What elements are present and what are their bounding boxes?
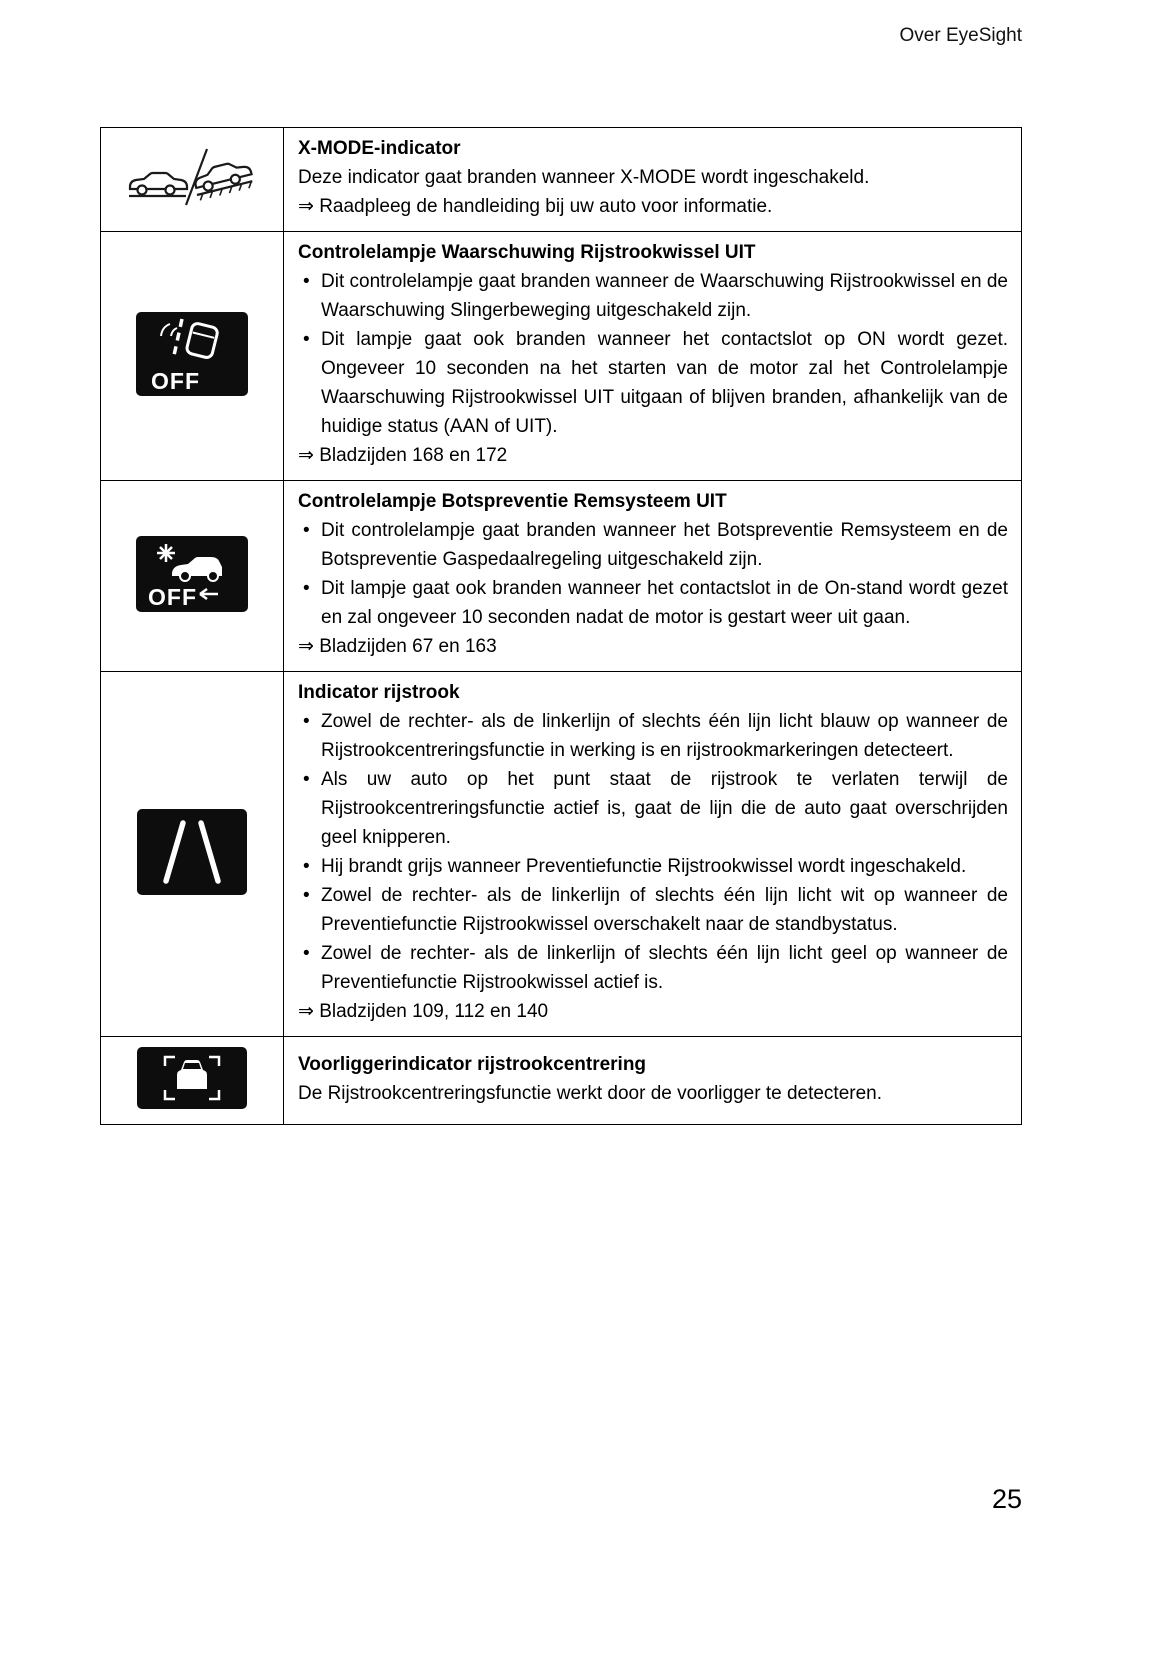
lead-vehicle-icon-cell [101, 1037, 284, 1125]
pre-collision-off-text-cell [284, 481, 1022, 672]
lane-indicator-text-cell [284, 672, 1022, 1037]
table-row-x-mode [101, 128, 1022, 232]
lane-departure-warning-off-icon [136, 312, 248, 396]
row-title: X-MODE-indicator [298, 138, 461, 159]
bullet-item: • Dit lampje gaat ook branden wanneer het contactslot in de On-stand wordt gezet en zal ongeveer 10 seconden nadat de motor is gestart weer uit gaan. [298, 574, 1008, 632]
bullet-item: • Zowel de rechter- als de linkerlijn of slechts één lijn licht wit op wanneer de Preventiefunctie Rijstrookwissel overschakelt naar de standbystatus. [298, 881, 1008, 939]
x-mode-text-cell [284, 128, 1022, 232]
bullet-list [298, 267, 1008, 441]
page-number: 25 [991, 1484, 1022, 1514]
bullet-list [298, 516, 1008, 632]
pre-collision-braking-off-icon [136, 536, 248, 612]
row-title: Controlelampje Waarschuwing Rijstrookwissel UIT [298, 242, 756, 263]
lane-indicator-icon-cell [101, 672, 284, 1037]
bullet-list [298, 707, 1008, 997]
row-title: Controlelampje Botspreventie Remsysteem UIT [298, 491, 727, 512]
bullet-item: • Zowel de rechter- als de linkerlijn of slechts één lijn licht geel op wanneer de Preventiefunctie Rijstrookwissel actief is. [298, 939, 1008, 997]
bullet-item: • Dit controlelampje gaat branden wanneer de Waarschuwing Rijstrookwissel en de Waarschuwing Slingerbeweging uitgeschakeld zijn. [298, 267, 1008, 325]
running-header-text: Over EyeSight [899, 25, 1022, 46]
page-reference: ⇒ Raadpleeg de handleiding bij uw auto voor informatie. [298, 196, 773, 217]
row-title: Voorliggerindicator rijstrookcentrering [298, 1053, 647, 1075]
page-reference: ⇒ Bladzijden 109, 112 en 140 [298, 1001, 549, 1022]
row-text: De Rijstrookcentreringsfunctie werkt door de voorligger te detecteren. [298, 1082, 883, 1104]
x-mode-icon-cell [101, 128, 284, 232]
page-reference: ⇒ Bladzijden 168 en 172 [298, 445, 508, 466]
row-title: Indicator rijstrook [298, 682, 460, 703]
off-label: OFF [151, 367, 200, 394]
pre-collision-off-icon-cell [101, 481, 284, 672]
bullet-item: • Hij brandt grijs wanneer Preventiefunctie Rijstrookwissel wordt ingeschakeld. [298, 852, 1008, 881]
table-row-pre-collision-off [101, 481, 1022, 672]
page-reference: ⇒ Bladzijden 67 en 163 [298, 636, 497, 657]
lane-departure-off-icon-cell [101, 232, 284, 481]
row-text: Deze indicator gaat branden wanneer X-MODE wordt ingeschakeld. [298, 167, 870, 188]
table-row-lead-vehicle [101, 1037, 1022, 1125]
table-row-lane-indicator [101, 672, 1022, 1037]
bullet-item: • Zowel de rechter- als de linkerlijn of slechts één lijn licht blauw op wanneer de Rijstrookcentreringsfunctie in werking is en rijstrookmarkeringen detecteert. [298, 707, 1008, 765]
lead-vehicle-text-cell [284, 1037, 1022, 1125]
x-mode-indicator-icon [127, 145, 257, 209]
bullet-item: • Dit controlelampje gaat branden wanneer het Botspreventie Remsysteem en de Botspreventie Gaspedaalregeling uitgeschakeld zijn. [298, 516, 1008, 574]
lane-departure-off-text-cell [284, 232, 1022, 481]
bullet-item: • Dit lampje gaat ook branden wanneer het contactslot op ON wordt gezet. Ongeveer 10 seconden na het starten van de motor zal het Controlelampje Waarschuwing Rijstrookwissel UIT uitgaan of blijven branden, afhankelijk van de huidige status (AAN of UIT). [298, 325, 1008, 441]
lead-vehicle-indicator-icon [137, 1047, 247, 1109]
indicator-table [100, 127, 1022, 1125]
bullet-item: • Als uw auto op het punt staat de rijstrook te verlaten terwijl de Rijstrookcentreringsfunctie actief is, gaat de lijn die de auto gaat overschrijden geel knipperen. [298, 765, 1008, 852]
table-row-lane-departure-off [101, 232, 1022, 481]
off-label: OFF [148, 583, 197, 610]
running-header [100, 25, 1022, 47]
lane-indicator-icon [137, 809, 247, 895]
